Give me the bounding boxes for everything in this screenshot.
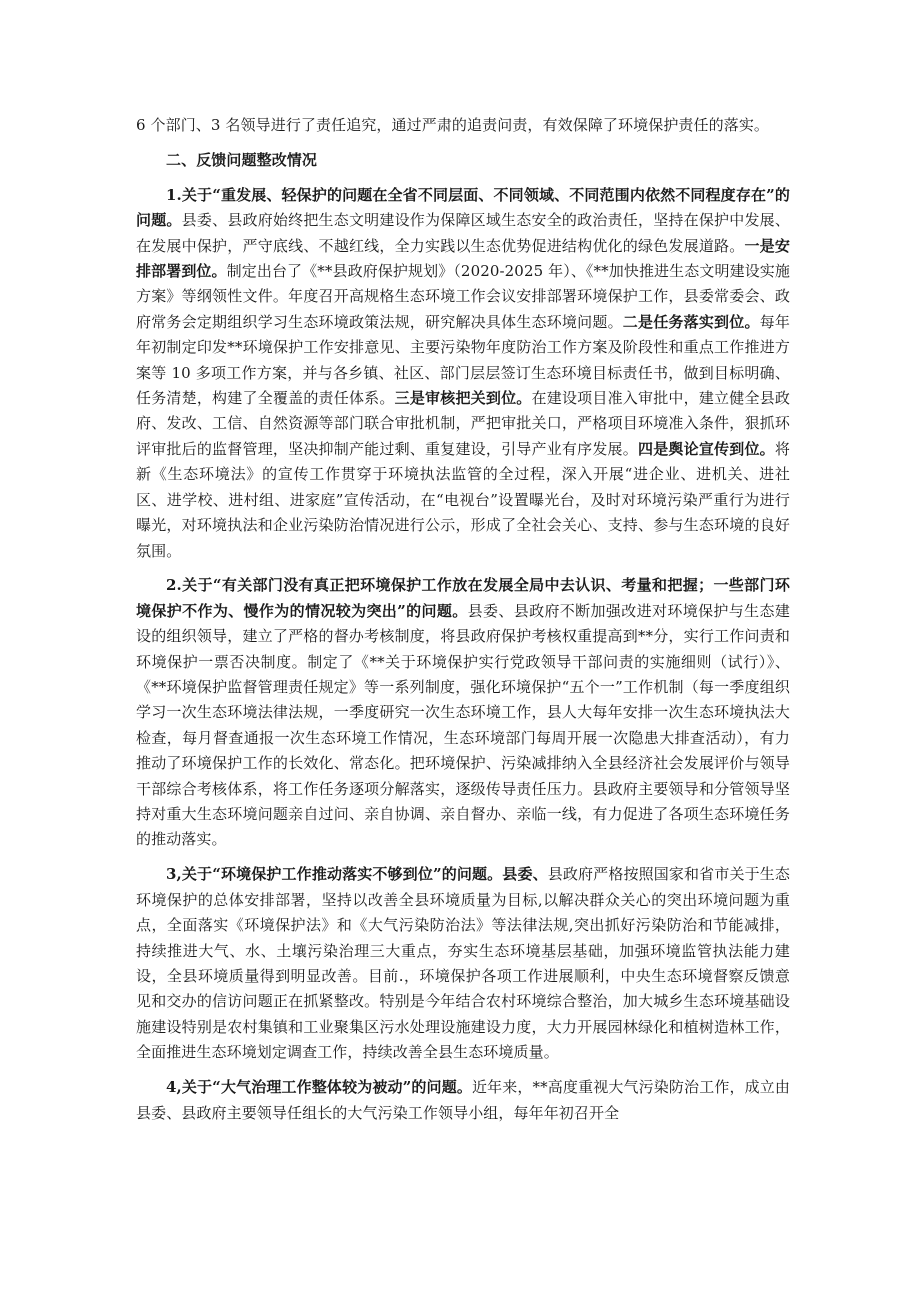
item1-text-3: 每年年初制定印发**环境保护工作安排意见、主要污染物年度防治工作方案及阶段性和重点工作推进方案等 10 多项工作方案，并与各乡镇、社区、部门层层签订生态环境目标责任书，做到目标明确、任务清楚，构建了全覆盖的责任体系。 [136, 312, 790, 408]
item1-point-1: 一是安排部署到位。 [136, 236, 790, 281]
item1-point-3: 三是审核把关到位。 [394, 389, 532, 408]
item1-text-1: 县委、县政府始终把生态文明建设作为保障区域生态安全的政治责任，坚持在保护中发展、在发展中保护，严守底线、不越红线，全力实践以生态优势促进结构优化的绿色发展道路。 [136, 211, 790, 255]
item3-paragraph [136, 862, 790, 1065]
document-body [136, 113, 790, 1126]
item1-text-5: 将新《生态环境法》的宣传工作贯穿于环境执法监管的全过程，深入开展“进企业、进机关、进社区、进学校、进村组、进家庭”宣传活动，在“电视台”设置曝光台，及时对环境污染严重行为进行曝光，对环境执法和企业污染防治情况进行公示，形成了全社会关心、支持、参与生态环境的良好氛围。 [136, 439, 790, 560]
item2-paragraph [136, 573, 790, 852]
item3-text: 县政府严格按照国家和省市关于生态环境保护的总体安排部署，坚持以改善全县环境质量为目标,以解决群众关心的突出环境问题为重点，全面落实《环境保护法》和《大气污染防治法》等法律法规,突出抓好污染防治和节能减排，持续推进大气、水、土壤污染治理三大重点，夯实生态环境基层基础，加强环境监管执法能力建设，全县环境质量得到明显改善。目前.，环境保护各项工作进展顺利，中央生态环境督察反馈意见和交办的信访问题正在抓紧整改。特别是今年结合农村环境综合整治，加大城乡生态环境基础设施建设特别是农村集镇和工业聚集区污水处理设施建设力度，大力开展园林绿化和植树造林工作，全面推进生态环境划定调查工作，持续改善全县生态环境质量。 [136, 865, 790, 1062]
item4-paragraph [136, 1075, 790, 1126]
item1-text-4: 在建设项目准入审批中，建立健全县政府、发改、工信、自然资源等部门联合审批机制，严把审批关口，严格项目环境准入条件，狠抓环评审批后的监督管理，坚决抑制产能过剩、重复建设，引导产业有序发展。 [136, 389, 791, 458]
item3-lead: 3,关于“环境保护工作推动落实不够到位”的问题。县委、 [166, 865, 548, 884]
item1-lead: 1.关于“重发展、轻保护的问题在全省不同层面、不同领域、不同范围内依然不同程度存在”的问题。 [136, 185, 790, 230]
item1-point-4: 四是舆论宣传到位。 [637, 439, 775, 458]
item2-lead: 2.关于“有关部门没有真正把环境保护工作放在发展全局中去认识、考量和把握；一些部门环境保护不作为、慢作为的情况较为突出”的问题。 [136, 576, 790, 620]
section-heading: 二、反馈问题整改情况 [166, 150, 318, 169]
item1-text-2: 制定出台了《**县政府保护规划》（2020-2025 年）、《**加快推进生态文明建设实施方案》等纲领性文件。年度召开高规格生态环境工作会议安排部署环境保护工作，县委常委会、政府常务会定期组织学习生态环境政策法规，研究解决具体生态环境问题。 [136, 262, 790, 331]
item4-text: 近年来，**高度重视大气污染防治工作，成立由县委、县政府主要领导任组长的大气污染工作领导小组，每年年初召开全 [136, 1078, 791, 1122]
item4-lead: 4,关于“大气治理工作整体较为被动”的问题。 [166, 1078, 472, 1097]
intro-paragraph-tail: 6 个部门、3 名领导进行了责任追究，通过严肃的追责问责，有效保障了环境保护责任的落实。 [136, 116, 770, 134]
item2-text: 县委、县政府不断加强改进对环境保护与生态建设的组织领导，建立了严格的督办考核制度，将县政府保护考核权重提高到**分，实行工作问责和环境保护一票否决制度。制定了《**关于环境保护实行党政领导干部问责的实施细则（试行）》、《**环境保护监督管理责任规定》等一系列制度，强化环境保护“五个一”工作机制（每一季度组织学习一次生态环境法律法规，一季度研究一次生态环境工作，县人大每年安排一次生态环境执法大检查，每月督查通报一次生态环境工作情况，生态环境部门每周开展一次隐患大排查活动），有力推动了环境保护工作的长效化、常态化。把环境保护、污染减排纳入全县经济社会发展评价与领导干部综合考核体系，将工作任务逐项分解落实，逐级传导责任压力。县政府主要领导和分管领导坚持对重大生态环境问题亲自过问、亲自协调、亲自督办、亲临一线，有力促进了各项生态环境任务的推动落实。 [136, 601, 790, 849]
item1-paragraph [136, 183, 790, 564]
item1-point-2: 二是任务落实到位。 [622, 312, 760, 331]
